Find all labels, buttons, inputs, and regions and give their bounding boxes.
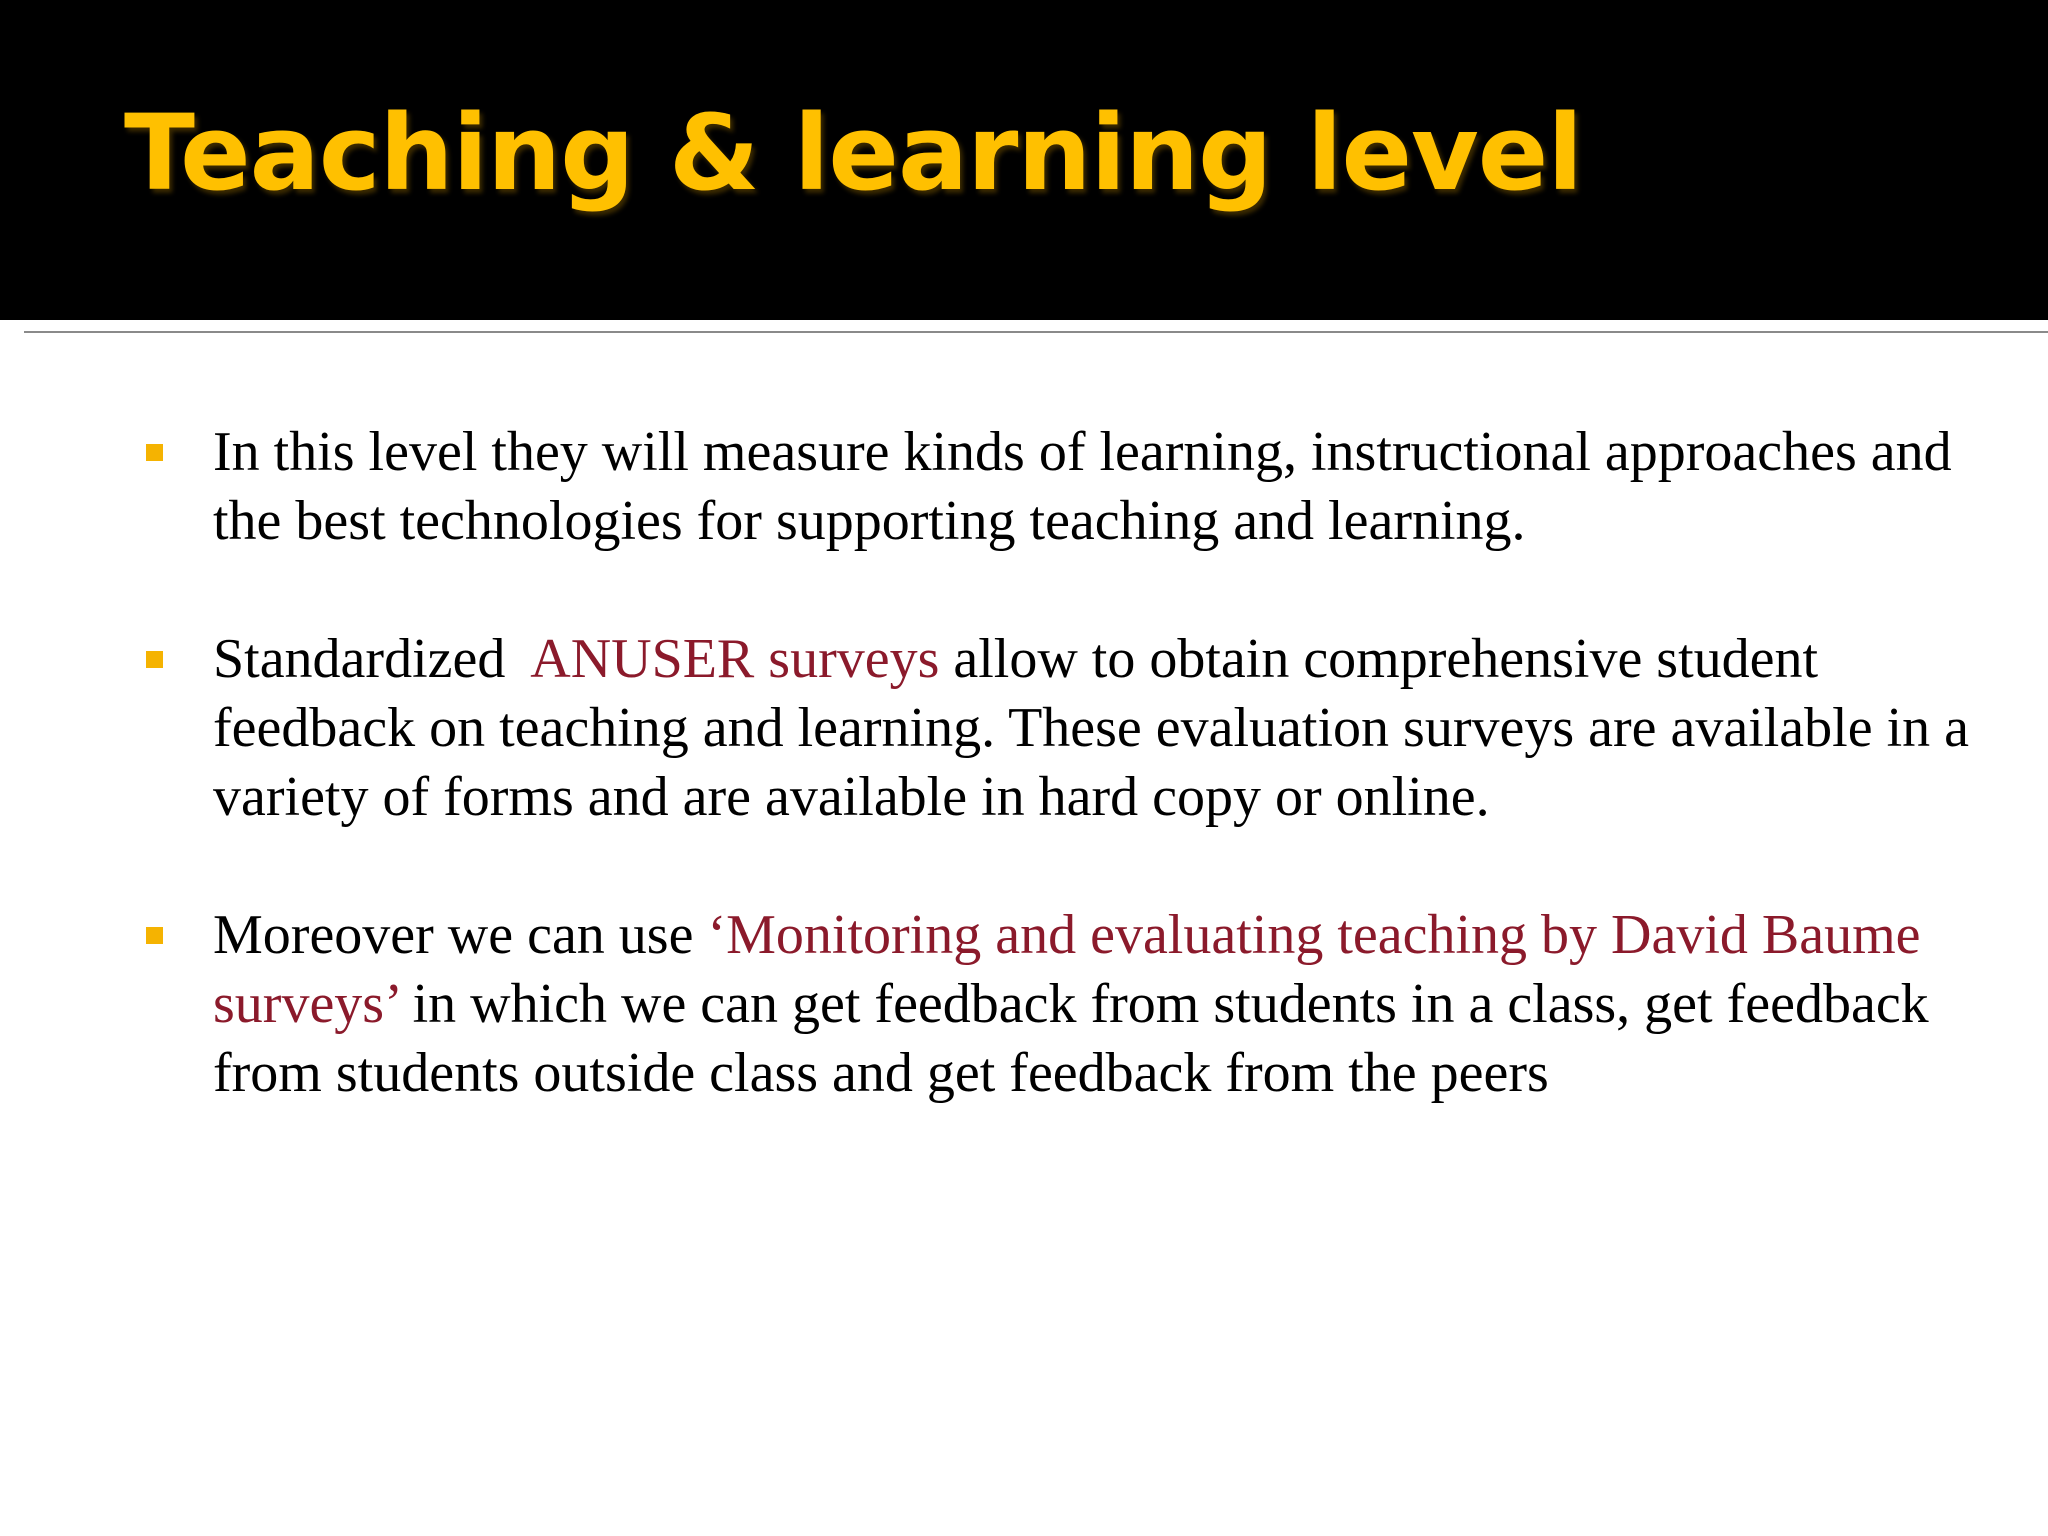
slide-title: Teaching & learning level — [124, 92, 1582, 214]
bullet-item-1 — [0, 418, 2048, 556]
bullet-text-lead: Standardized — [213, 628, 531, 690]
bullet-text: In this level they will measure kinds of learning, instructional approaches and the best technologies for supporting teaching and learning. — [213, 421, 1952, 552]
bullet-text-rest: allow to obtain comprehensive student feedback on teaching and learning. These evaluation surveys are available in a variety of forms and are available in hard copy or online. — [213, 628, 1969, 828]
bullet-item-3 — [0, 901, 2048, 1108]
baume-surveys-highlight: ‘Monitoring and evaluating teaching by David Baume surveys’ — [213, 904, 1921, 1035]
square-bullet-icon — [146, 927, 163, 944]
bullet-text-rest: in which we can get feedback from students in a class, get feedback from students outside class and get feedback from the peers — [213, 973, 1929, 1104]
square-bullet-icon — [146, 651, 163, 668]
title-bar — [0, 0, 2048, 320]
square-bullet-icon — [146, 444, 163, 461]
bullet-text-lead: Moreover we can use — [213, 904, 708, 966]
bullet-list — [0, 418, 2048, 1177]
bullet-item-2 — [0, 625, 2048, 832]
title-divider — [24, 331, 2048, 333]
anuser-surveys-highlight: ANUSER surveys — [530, 628, 940, 690]
